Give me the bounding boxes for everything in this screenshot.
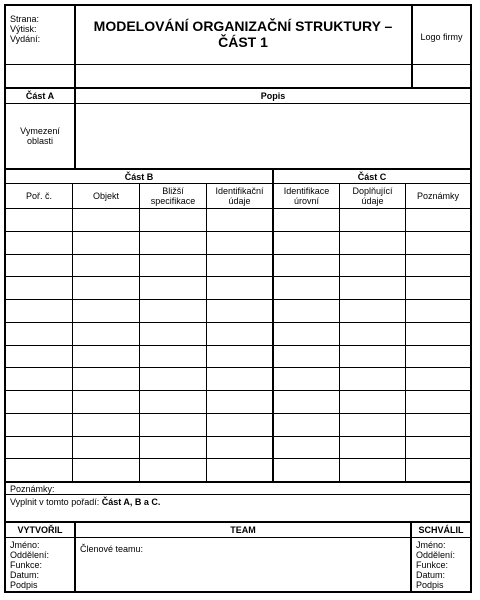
table-cell[interactable]: [7, 209, 71, 230]
table-cell[interactable]: [273, 368, 338, 389]
table-cell[interactable]: [406, 300, 469, 321]
table-row: [6, 390, 470, 413]
approved-funkce: Funkce:: [416, 560, 449, 570]
col-por-c-label: Poř. č.: [25, 191, 52, 201]
table-cell[interactable]: [73, 414, 138, 435]
table-cell[interactable]: [73, 323, 138, 344]
created-podpis: Podpis: [10, 580, 38, 590]
table-cell[interactable]: [207, 232, 271, 253]
column-header-blizsi-specifikace: [140, 184, 206, 208]
table-cell[interactable]: [273, 437, 338, 458]
table-cell[interactable]: [7, 323, 71, 344]
table-cell[interactable]: [140, 323, 205, 344]
table-cell[interactable]: [73, 209, 138, 230]
notes-label: Poznámky:: [10, 484, 55, 494]
col-ident-line-1: Identifikační: [215, 186, 264, 196]
col-blizsi-line-2: specifikace: [150, 196, 196, 206]
table-row: [6, 458, 470, 481]
column-header-identifikacni-udaje: [207, 184, 272, 208]
col-objekt-label: Objekt: [92, 191, 119, 201]
table-cell[interactable]: [406, 346, 469, 367]
table-row: [6, 299, 470, 322]
approved-datum: Datum:: [416, 570, 446, 580]
table-cell[interactable]: [273, 459, 338, 480]
created-funkce: Funkce:: [10, 560, 43, 570]
table-cell[interactable]: [340, 209, 404, 230]
table-row: [6, 322, 470, 345]
table-cell[interactable]: [140, 277, 205, 298]
column-header-doplnujici-udaje: [340, 184, 405, 208]
table-cell[interactable]: [207, 300, 271, 321]
table-cell[interactable]: [207, 346, 271, 367]
table-cell[interactable]: [340, 255, 404, 276]
table-cell[interactable]: [73, 459, 138, 480]
col-urovni-line-2: úrovní: [293, 196, 319, 206]
table-row: [6, 413, 470, 436]
table-cell[interactable]: [140, 300, 205, 321]
form-title: [76, 18, 410, 50]
created-datum: Datum:: [10, 570, 40, 580]
team-members-field[interactable]: [76, 538, 410, 591]
meta-vytisk: Výtisk:: [10, 24, 37, 34]
table-cell[interactable]: [7, 391, 71, 412]
title-line-1: MODELOVÁNÍ ORGANIZAČNÍ STRUKTURY –: [93, 18, 393, 34]
table-cell[interactable]: [406, 277, 469, 298]
approved-oddeleni: Oddělení:: [416, 550, 456, 560]
table-cell[interactable]: [140, 232, 205, 253]
title-secondary-field[interactable]: [76, 65, 411, 87]
table-cell[interactable]: [140, 209, 205, 230]
table-cell[interactable]: [73, 232, 138, 253]
table-cell[interactable]: [273, 209, 338, 230]
table-cell[interactable]: [73, 277, 138, 298]
table-cell[interactable]: [7, 300, 71, 321]
scope-label-line-1: Vymezení: [20, 126, 60, 136]
column-header-por-c: [6, 184, 72, 208]
part-b-label: Část B: [124, 171, 154, 182]
table-cell[interactable]: [207, 277, 271, 298]
table-row: [6, 367, 470, 390]
table-cell[interactable]: [340, 346, 404, 367]
table-row: [6, 436, 470, 459]
table-cell[interactable]: [406, 209, 469, 230]
meta-strana: Strana:: [10, 14, 40, 24]
column-header-objekt: [73, 184, 139, 208]
table-cell[interactable]: [340, 300, 404, 321]
table-cell[interactable]: [406, 437, 469, 458]
table-cell[interactable]: [140, 255, 205, 276]
approved-by-field[interactable]: [412, 538, 470, 591]
table-cell[interactable]: [273, 323, 338, 344]
table-cell[interactable]: [207, 391, 271, 412]
table-cell[interactable]: [140, 368, 205, 389]
table-cell[interactable]: [406, 232, 469, 253]
meta-vydani: Vydání:: [10, 34, 41, 44]
table-cell[interactable]: [7, 414, 71, 435]
created-by-field[interactable]: [6, 538, 74, 591]
table-cell[interactable]: [207, 414, 271, 435]
page-meta: [10, 14, 40, 44]
popis-header: Popis: [260, 91, 286, 101]
part-c-label: Část C: [357, 171, 387, 182]
table-cell[interactable]: [207, 323, 271, 344]
table-cell[interactable]: [7, 368, 71, 389]
table-cell[interactable]: [273, 300, 338, 321]
table-cell[interactable]: [406, 368, 469, 389]
table-cell[interactable]: [7, 346, 71, 367]
instruction-parts: Část A, B a C.: [101, 497, 161, 507]
table-cell[interactable]: [140, 346, 205, 367]
notes-field[interactable]: [66, 483, 470, 494]
table-cell[interactable]: [207, 368, 271, 389]
col-blizsi-line-1: Bližší: [162, 186, 184, 196]
table-cell[interactable]: [273, 391, 338, 412]
table-cell[interactable]: [207, 209, 271, 230]
table-cell[interactable]: [7, 277, 71, 298]
table-cell[interactable]: [406, 323, 469, 344]
table-cell[interactable]: [7, 437, 71, 458]
column-header-poznamky: [406, 184, 470, 208]
created-jmeno: Jméno:: [10, 540, 40, 550]
table-cell[interactable]: [207, 437, 271, 458]
created-by-header: VYTVOŘIL: [17, 525, 63, 535]
table-cell[interactable]: [7, 459, 71, 480]
scope-label-line-2: oblasti: [26, 136, 53, 146]
table-cell[interactable]: [273, 232, 338, 253]
table-cell[interactable]: [340, 459, 404, 480]
table-cell[interactable]: [340, 391, 404, 412]
table-cell[interactable]: [273, 414, 338, 435]
table-cell[interactable]: [207, 459, 271, 480]
table-cell[interactable]: [340, 368, 404, 389]
table-row: [6, 231, 470, 254]
approved-podpis: Podpis: [416, 580, 444, 590]
scope-description-field[interactable]: [76, 104, 470, 168]
table-row: [6, 345, 470, 368]
created-oddeleni: Oddělení:: [10, 550, 50, 560]
approved-by-header: SCHVÁLIL: [418, 525, 464, 535]
column-header-identifikace-urovni: [274, 184, 339, 208]
table-cell[interactable]: [7, 255, 71, 276]
fill-order-instruction: [10, 497, 160, 507]
table-cell[interactable]: [340, 323, 404, 344]
col-dopl-line-1: Doplňující: [352, 186, 393, 196]
table-cell[interactable]: [73, 391, 138, 412]
table-cell[interactable]: [140, 414, 205, 435]
table-cell[interactable]: [207, 255, 271, 276]
table-cell[interactable]: [340, 414, 404, 435]
table-cell[interactable]: [340, 277, 404, 298]
team-header: TEAM: [230, 525, 256, 535]
table-cell[interactable]: [406, 414, 469, 435]
col-dopl-line-2: údaje: [361, 196, 384, 206]
organization-modeling-form: [4, 4, 472, 593]
scope-label: [6, 126, 74, 146]
table-cell[interactable]: [140, 391, 205, 412]
table-cell[interactable]: [273, 277, 338, 298]
table-cell[interactable]: [406, 255, 469, 276]
table-cell[interactable]: [73, 368, 138, 389]
table-cell[interactable]: [140, 437, 205, 458]
company-logo-placeholder: Logo firmy: [420, 32, 463, 42]
table-cell[interactable]: [73, 300, 138, 321]
table-cell[interactable]: [406, 459, 469, 480]
table-cell[interactable]: [7, 232, 71, 253]
table-cell[interactable]: [340, 232, 404, 253]
table-cell[interactable]: [340, 437, 404, 458]
col-poznamky-label: Poznámky: [416, 191, 460, 201]
table-cell[interactable]: [73, 255, 138, 276]
table-row: [6, 254, 470, 277]
table-cell[interactable]: [73, 437, 138, 458]
team-members-label: Členové teamu:: [80, 544, 144, 554]
instruction-text: Vyplnit v tomto pořadí:: [10, 497, 102, 507]
table-row: [6, 276, 470, 299]
col-ident-line-2: údaje: [228, 196, 251, 206]
col-urovni-line-1: Identifikace: [283, 186, 330, 196]
table-row: [6, 208, 470, 231]
part-a-label: Část A: [25, 91, 55, 101]
approved-jmeno: Jméno:: [416, 540, 446, 550]
table-cell[interactable]: [273, 346, 338, 367]
title-line-2: ČÁST 1: [218, 34, 268, 50]
table-cell[interactable]: [273, 255, 338, 276]
table-cell[interactable]: [140, 459, 205, 480]
table-cell[interactable]: [73, 346, 138, 367]
table-cell[interactable]: [406, 391, 469, 412]
